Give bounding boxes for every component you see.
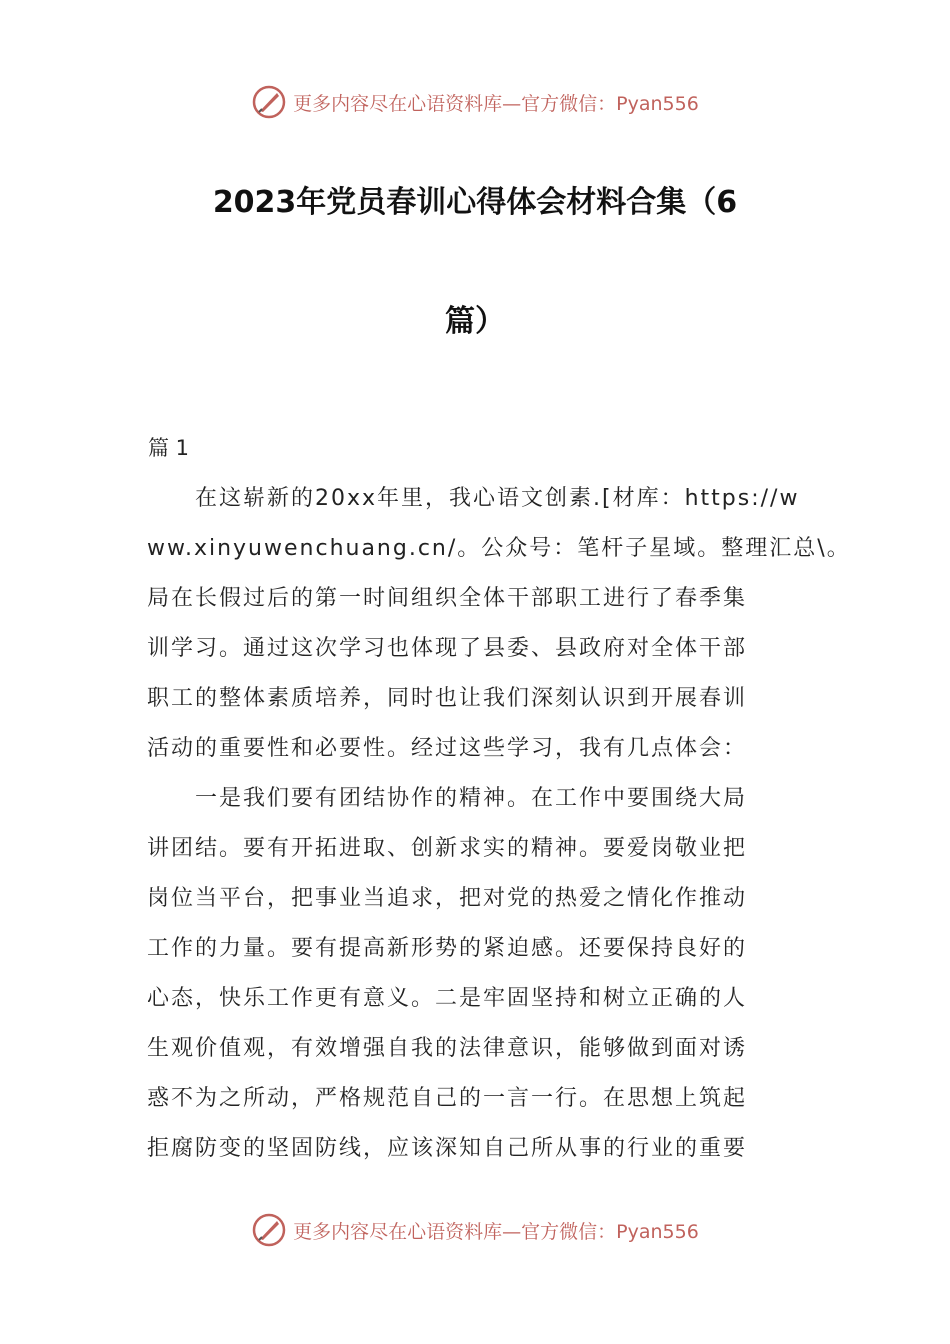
- body-line: 惑不为之所动，严格规范自己的一言一行。在思想上筑起: [147, 1086, 748, 1111]
- body-line: ww.xinyuwenchuang.cn/。公众号：笔杆子星域。整理汇总\。: [147, 536, 851, 561]
- body-line: 工作的力量。要有提高新形势的紧迫感。还要保持良好的: [147, 936, 748, 961]
- header-banner: [0, 82, 950, 122]
- body-line: 在这崭新的20xx年里，我心语文创素.[材库：https://w: [147, 486, 800, 511]
- body-line: 心态，快乐工作更有意义。二是牢固坚持和树立正确的人: [147, 986, 748, 1011]
- wechat-id: Pyan556: [616, 1220, 699, 1243]
- body-line: 一是我们要有团结协作的精神。在工作中要围绕大局: [147, 786, 748, 811]
- wechat-id: Pyan556: [616, 92, 699, 115]
- section-label: 篇 1: [148, 436, 190, 460]
- body-line: 生观价值观，有效增强自我的法律意识，能够做到面对诱: [147, 1036, 748, 1061]
- body-line: 职工的整体素质培养，同时也让我们深刻认识到开展春训: [147, 686, 748, 711]
- body-line: 岗位当平台，把事业当追求，把对党的热爱之情化作推动: [147, 886, 748, 911]
- banner-text: 更多内容尽在心语资料库—官方微信：Pyan556: [293, 92, 699, 115]
- body-line: 讲团结。要有开拓进取、创新求实的精神。要爱岗敬业把: [147, 836, 748, 861]
- quill-logo-icon: [251, 84, 287, 120]
- body-line: 训学习。通过这次学习也体现了县委、县政府对全体干部: [147, 636, 748, 661]
- body-text: [147, 474, 851, 1174]
- body-line: 拒腐防变的坚固防线，应该深知自己所从事的行业的重要: [147, 1136, 748, 1161]
- body-line: 局在长假过后的第一时间组织全体干部职工进行了春季集: [147, 586, 748, 611]
- quill-logo-icon: [251, 1212, 287, 1248]
- banner-text: 更多内容尽在心语资料库—官方微信：Pyan556: [293, 1220, 699, 1243]
- document-title-line-1: 2023年党员春训心得体会材料合集（6: [212, 185, 738, 220]
- footer-banner: [0, 1210, 950, 1250]
- body-line: 活动的重要性和必要性。经过这些学习，我有几点体会：: [147, 736, 748, 761]
- document-title-line-2: 篇）: [445, 304, 505, 339]
